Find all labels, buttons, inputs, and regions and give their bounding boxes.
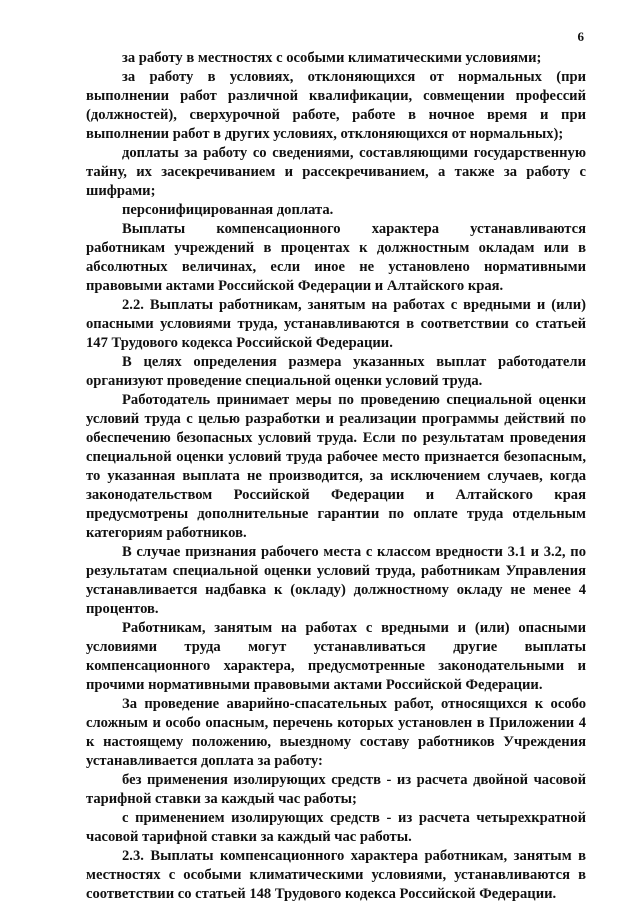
- paragraph: В случае признания рабочего места с классом вредности 3.1 и 3.2, по результатам специальной оценки условий труда, работникам Управления устанавливается надбавка к (окладу) должностному окладу не менее 4 процентов.: [86, 544, 586, 617]
- paragraph: без применения изолирующих средств - из расчета двойной часовой тарифной ставки за каждый час работы;: [86, 772, 586, 807]
- document-body: [86, 49, 586, 904]
- paragraph: за работу в условиях, отклоняющихся от нормальных (при выполнении работ различной квалификации, совмещении профессий (должностей), сверхурочной работе, работе в ночное время и при выполнении работ в других условиях, отклоняющихся от нормальных);: [86, 69, 586, 142]
- page-number: 6: [577, 29, 584, 44]
- paragraph: За проведение аварийно-спасательных работ, относящихся к особо сложным и особо опасным, перечень которых установлен в Приложении 4 к настоящему положению, выездному составу работников Учреждения устанавливается доплата за работу:: [86, 696, 586, 769]
- paragraph: Работникам, занятым на работах с вредными и (или) опасными условиями труда могут устанавливаться другие выплаты компенсационного характера, предусмотренные законодательными и прочими нормативными правовыми актами Российской Федерации.: [86, 620, 586, 693]
- paragraph: В целях определения размера указанных выплат работодатели организуют проведение специальной оценки условий труда.: [86, 354, 586, 389]
- paragraph: доплаты за работу со сведениями, составляющими государственную тайну, их засекречиванием и рассекречиванием, а также за работу с шифрами;: [86, 145, 586, 199]
- paragraph: с применением изолирующих средств - из расчета четырехкратной часовой тарифной ставки за каждый час работы.: [86, 810, 586, 845]
- paragraph: 2.3. Выплаты компенсационного характера работникам, занятым в местностях с особыми климатическими условиями, устанавливаются в соответствии со статьей 148 Трудового кодекса Российской Федерации.: [86, 848, 586, 902]
- paragraph: Выплаты компенсационного характера устанавливаются работникам учреждений в процентах к должностным окладам или в абсолютных величинах, если иное не установлено нормативными правовыми актами Российской Федерации и Алтайского края.: [86, 221, 586, 294]
- paragraph: 2.2. Выплаты работникам, занятым на работах с вредными и (или) опасными условиями труда, устанавливаются в соответствии со статьей 147 Трудового кодекса Российской Федерации.: [86, 297, 586, 351]
- paragraph: Работодатель принимает меры по проведению специальной оценки условий труда с целью разработки и реализации программы действий по обеспечению безопасных условий труда. Если по результатам проведения специальной оценки условий труда рабочее место признается безопасным, то указанная выплата не производится, за исключением случаев, когда законодательством Российской Федерации и Алтайского края предусмотрены дополнительные гарантии по оплате труда отдельным категориям работников.: [86, 392, 586, 541]
- paragraph: персонифицированная доплата.: [122, 202, 334, 218]
- paragraph: за работу в местностях с особыми климатическими условиями;: [122, 50, 542, 66]
